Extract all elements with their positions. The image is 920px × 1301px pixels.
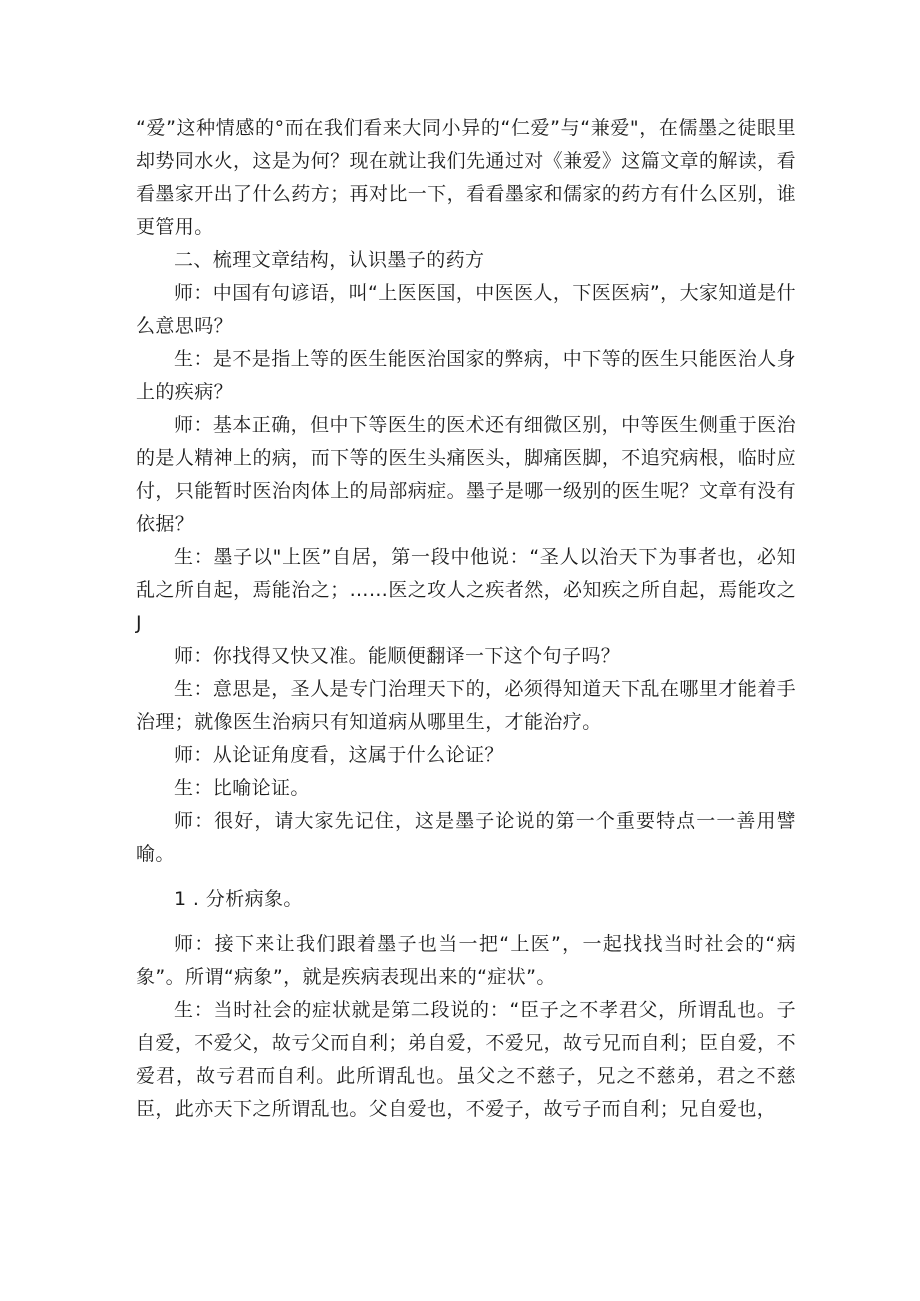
document-body: [136, 112, 796, 1126]
paragraph-p8: 生：意思是，圣人是专门治理天下的，必须得知道天下乱在哪里才能着手治理；就像医生治病只有知道病从哪里生，才能治疗。: [136, 678, 796, 733]
paragraph-p3: 师：中国有句谚语，叫“上医医国，中医医人，下医医病”，大家知道是什么意思吗？: [136, 282, 796, 337]
paragraph-p2: 二、梳理文章结构，认识墨子的药方: [174, 249, 485, 271]
paragraph-p4: 生：是不是指上等的医生能医治国家的弊病，中下等的医生只能医治人身上的疾病？: [136, 348, 796, 403]
paragraph-p5: 师：基本正确，但中下等医生的医术还有细微区别，中等医生侧重于医治的是人精神上的病，而下等的医生头痛医头，脚痛医脚，不追究病根，临时应付，只能暂时医治肉体上的局部病症。墨子是哪一级别的医生呢？文章有没有依据？: [136, 414, 796, 535]
paragraph-p7: 师：你找得又快又准。能顺便翻译一下这个句子吗？: [174, 645, 621, 667]
paragraph-p6: 生：墨子以"上医”自居，第一段中他说：“圣人以治天下为事者也，必知乱之所自起，焉能治之；……医之攻人之疾者然，必知疾之所自起，焉能攻之J: [136, 546, 796, 634]
paragraph-p10: 生：比喻论证。: [174, 777, 310, 799]
paragraph-p14: 生：当时社会的症状就是第二段说的：“臣子之不孝君父，所谓乱也。子自爱，不爱父，故亏父而自利；弟自爱，不爱兄，故亏兄而自利；臣自爱，不爱君，故亏君而自利。此所谓乱也。虽父之不慈子，兄之不慈弟，君之不慈臣，此亦天下之所谓乱也。父自爱也，不爱子，故亏子而自利；兄自爱也，: [136, 999, 796, 1120]
paragraph-p12: 1 . 分析病象。: [174, 888, 303, 910]
paragraph-p9: 师：从论证角度看，这属于什么论证？: [174, 744, 504, 766]
paragraph-p13: 师：接下来让我们跟着墨子也当一把“上医”，一起找找当时社会的“病象”。所谓“病象”，就是疾病表现出来的“症状”。: [136, 933, 796, 988]
paragraph-p11: 师：很好，请大家先记住，这是墨子论说的第一个重要特点一一善用譬喻。: [136, 810, 796, 865]
paragraph-p1: “爱”这种情感的°而在我们看来大同小异的“仁爱”与“兼爱"，在儒墨之徒眼里却势同水火，这是为何？现在就让我们先通过对《兼爱》这篇文章的解读，看看墨家开出了什么药方；再对比一下，看看墨家和儒家的药方有什么区别，谁更管用。: [136, 117, 796, 238]
